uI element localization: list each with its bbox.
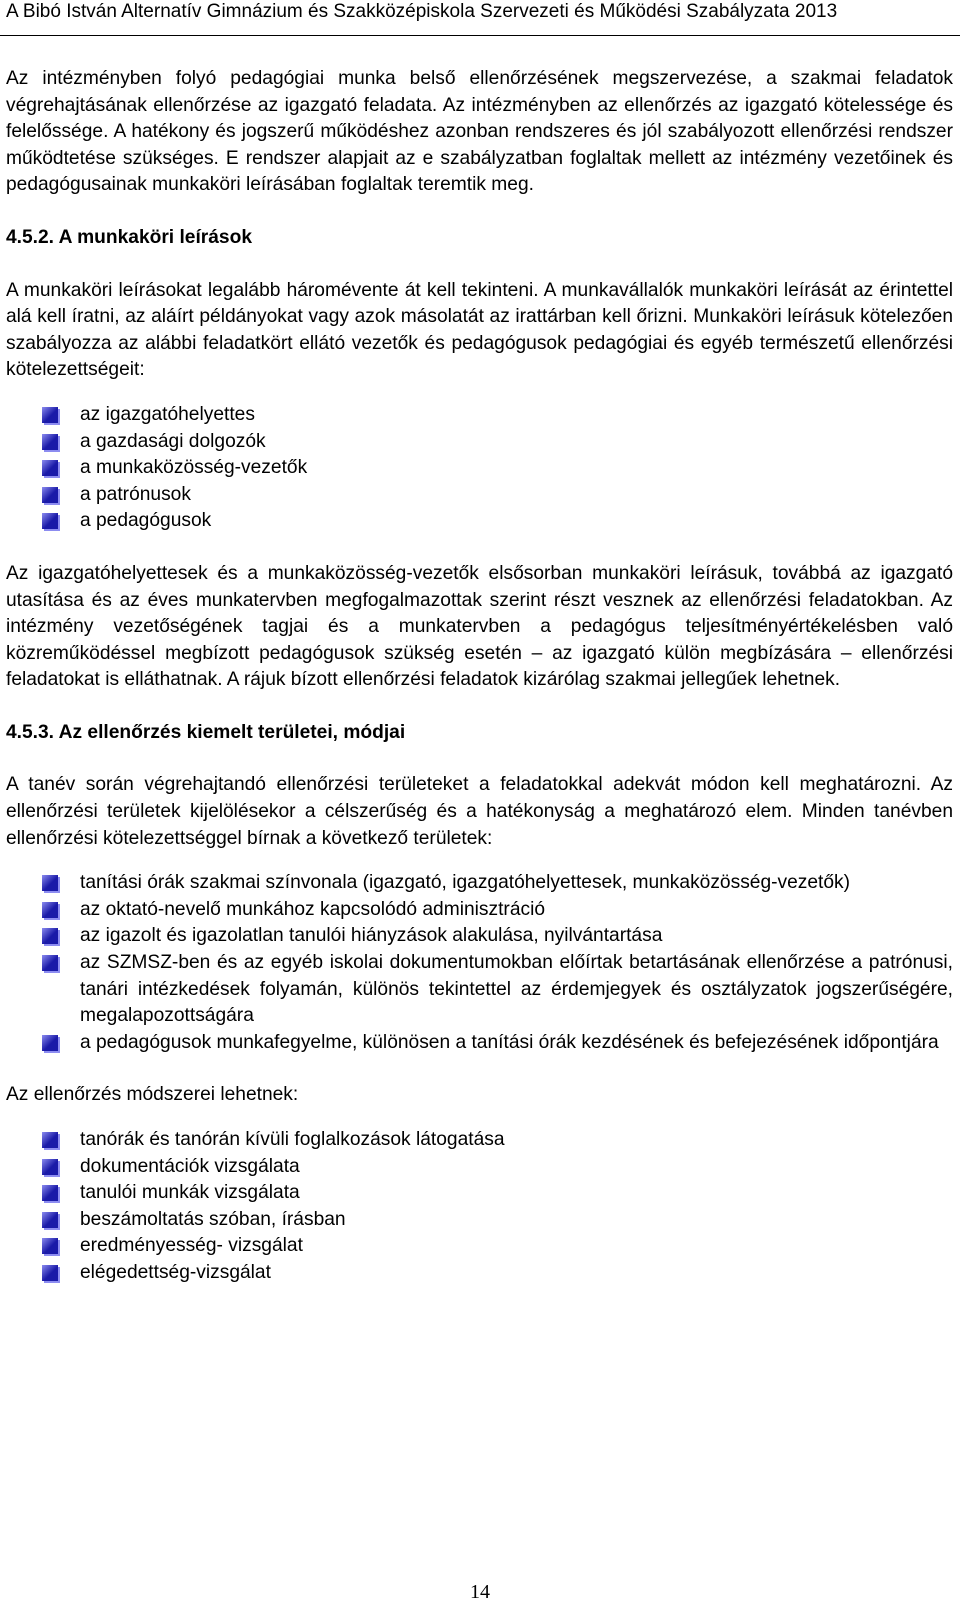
- blue-square-bullet-icon: [42, 460, 58, 476]
- blue-square-bullet-icon: [42, 928, 58, 944]
- heading-4-5-2: 4.5.2. A munkaköri leírások: [6, 226, 252, 248]
- list-item: a pedagógusok munkafegyelme, különösen a tanítási órák kezdésének és befejezésének időpontjára: [6, 1030, 953, 1057]
- list-item: tanórák és tanórán kívüli foglalkozások látogatása: [6, 1127, 953, 1154]
- blue-square-bullet-icon: [42, 1035, 58, 1051]
- list-item: a patrónusok: [6, 482, 953, 509]
- list-item: az igazgatóhelyettes: [6, 402, 953, 429]
- blue-square-bullet-icon: [42, 513, 58, 529]
- areas-list: [6, 870, 953, 1056]
- blue-square-bullet-icon: [42, 1265, 58, 1281]
- page-header: A Bibó István Alternatív Gimnázium és Szakközépiskola Szervezeti és Működési Szabályzata 2013: [0, 0, 960, 36]
- list-item: az SZMSZ-ben és az egyéb iskolai dokumentumokban előírtak betartásának ellenőrzése a patrónusi, tanári intézkedések folyamán, különös tekintettel az érdemjegyek és osztályzatok jogszerűségére, megalapozottságára: [6, 950, 953, 1030]
- paragraph-deputies: Az igazgatóhelyettesek és a munkaközösség-vezetők elsősorban munkaköri leírásuk, továbbá az igazgató utasítása és az éves munkatervben megfogalmazottak szerint részt vesznek az ellenőrzési feladatokban. Az intézmény vezetőségének tagjai és a munkatervben a pedagógus teljesítményértékelésben való közreműködéssel megbízott pedagógusok szükség esetén – az igazgató külön megbízására – ellenőrzési feladatokat is elláthatnak. A rájuk bízott ellenőrzési feladatok kizárólag szakmai jellegűek lehetnek.: [6, 562, 953, 691]
- list-item: az oktató-nevelő munkához kapcsolódó adminisztráció: [6, 897, 953, 924]
- blue-square-bullet-icon: [42, 955, 58, 971]
- list-item: beszámoltatás szóban, írásban: [6, 1207, 953, 1234]
- paragraph-areas-intro: A tanév során végrehajtandó ellenőrzési területeket a feladatokkal adekvát módon kell meghatározni. Az ellenőrzési területek kijelölésekor a célszerűség és a hatékonyság a meghatározó elem. Minden tanévben ellenőrzési kötelezettséggel bírnak a következő területek:: [6, 774, 953, 849]
- list-item: eredményesség- vizsgálat: [6, 1233, 953, 1260]
- document-body: [6, 66, 953, 1313]
- heading-4-5-3: 4.5.3. Az ellenőrzés kiemelt területei, módjai: [6, 721, 406, 743]
- blue-square-bullet-icon: [42, 434, 58, 450]
- blue-square-bullet-icon: [42, 487, 58, 503]
- roles-list: [6, 402, 953, 535]
- blue-square-bullet-icon: [42, 1238, 58, 1254]
- paragraph-intro: Az intézményben folyó pedagógiai munka belső ellenőrzésének megszervezése, a szakmai feladatok végrehajtásának ellenőrzése az igazgató feladata. Az intézményben az ellenőrzés az igazgató kötelessége és felelőssége. A hatékony és jogszerű működéshez azonban rendszeres és jól szabályozott ellenőrzési rendszer működtetése szükséges. E rendszer alapjait az e szabályzatban foglaltak mellett az intézmény vezetőinek és pedagógusainak munkaköri leírásában foglaltak teremtik meg.: [6, 68, 953, 196]
- blue-square-bullet-icon: [42, 1132, 58, 1148]
- blue-square-bullet-icon: [42, 1185, 58, 1201]
- blue-square-bullet-icon: [42, 902, 58, 918]
- blue-square-bullet-icon: [42, 875, 58, 891]
- list-item: dokumentációk vizsgálata: [6, 1154, 953, 1181]
- blue-square-bullet-icon: [42, 1159, 58, 1175]
- list-item: elégedettség-vizsgálat: [6, 1260, 953, 1287]
- blue-square-bullet-icon: [42, 407, 58, 423]
- blue-square-bullet-icon: [42, 1212, 58, 1228]
- paragraph-methods-intro: Az ellenőrzés módszerei lehetnek:: [6, 1084, 299, 1106]
- list-item: tanulói munkák vizsgálata: [6, 1180, 953, 1207]
- list-item: a munkaközösség-vezetők: [6, 455, 953, 482]
- list-item: tanítási órák szakmai színvonala (igazgató, igazgatóhelyettesek, munkaközösség-vezetők): [6, 870, 953, 897]
- methods-list: [6, 1127, 953, 1287]
- page-number: 14: [470, 1581, 490, 1603]
- list-item: a gazdasági dolgozók: [6, 429, 953, 456]
- paragraph-job-descriptions: A munkaköri leírásokat legalább háromévente át kell tekinteni. A munkavállalók munkaköri leírását az érintettel alá kell íratni, az aláírt példányokat vagy azok másolatát az irattárban kell őrizni. Munkaköri leírásuk kötelezően szabályozza az alábbi feladatkört ellátó vezetők és pedagógusok pedagógiai és egyéb természetű ellenőrzési kötelezettségeit:: [6, 279, 953, 381]
- list-item: az igazolt és igazolatlan tanulói hiányzások alakulása, nyilvántartása: [6, 923, 953, 950]
- list-item: a pedagógusok: [6, 508, 953, 535]
